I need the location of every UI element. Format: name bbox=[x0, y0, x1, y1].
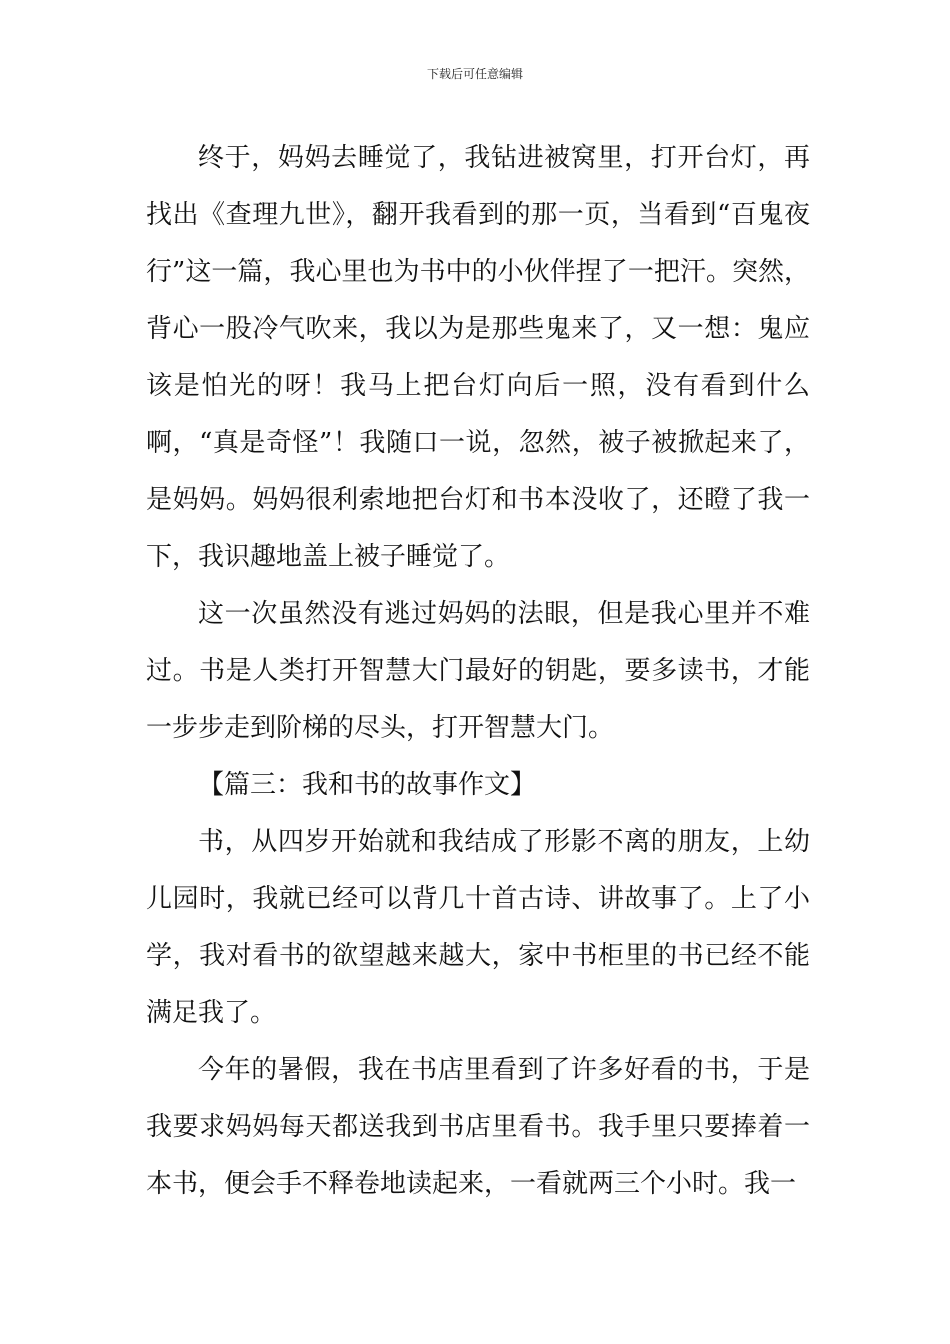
paragraph: 书，从四岁开始就和我结成了形影不离的朋友，上幼儿园时，我就已经可以背几十首古诗、讲故事了。上了小学，我对看书的欲望越来越大，家中书柜里的书已经不能满足我了。 bbox=[146, 827, 810, 1028]
paragraph: 终于，妈妈去睡觉了，我钻进被窝里，打开台灯，再找出《查理九世》，翻开我看到的那一页，当看到“百鬼夜行”这一篇，我心里也为书中的小伙伴捏了一把汗。突然，背心一股冷气吹来，我以为是那些鬼来了，又一想：鬼应该是怕光的呀！我马上把台灯向后一照，没有看到什么啊，“真是奇怪”！我随口一说，忽然，被子被掀起来了，是妈妈。妈妈很利索地把台灯和书本没收了，还瞪了我一下，我识趣地盖上被子睡觉了。 bbox=[146, 143, 810, 572]
paragraph: 今年的暑假，我在书店里看到了许多好看的书，于是我要求妈妈每天都送我到书店里看书。我手里只要捧着一本书，便会手不释卷地读起来，一看就两三个小时。我一 bbox=[146, 1055, 810, 1199]
page-header-note: 下载后可任意编辑 bbox=[426, 67, 523, 81]
document-body bbox=[146, 130, 810, 1213]
section-heading: 【篇三：我和书的故事作文】 bbox=[198, 770, 537, 800]
paragraph: 这一次虽然没有逃过妈妈的法眼，但是我心里并不难过。书是人类打开智慧大门最好的钥匙，要多读书，才能一步步走到阶梯的尽头，打开智慧大门。 bbox=[146, 599, 810, 743]
